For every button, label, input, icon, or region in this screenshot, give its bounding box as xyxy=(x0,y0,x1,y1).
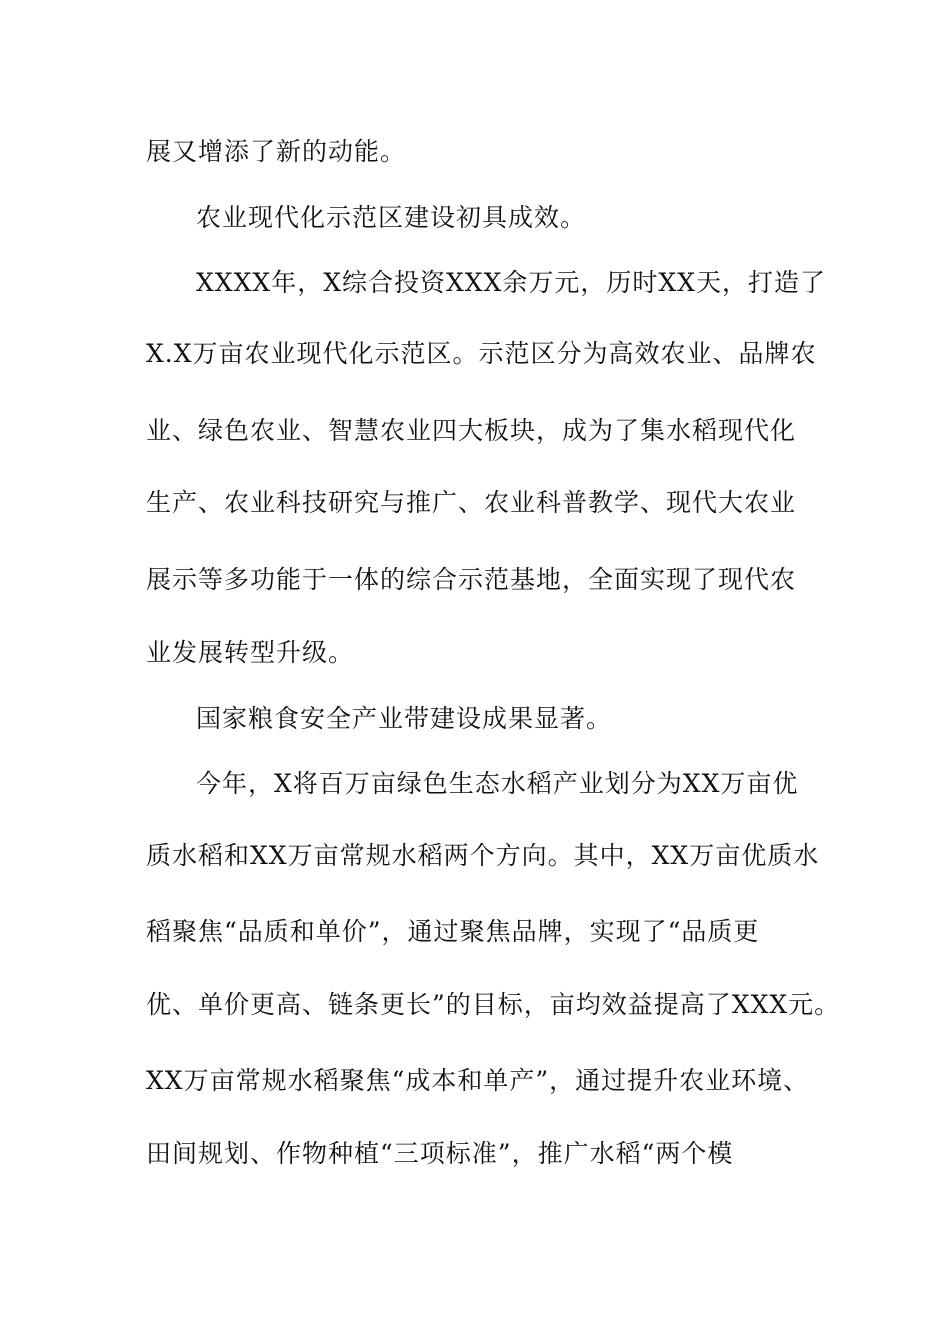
section-heading: 国家粮食安全产业带建设成果显著。 xyxy=(196,704,613,733)
text-line: XXXX年，X综合投资XXX余万元，历时XX天，打造了 xyxy=(196,268,826,297)
text-line: 优、单价更高、链条更长”的目标，亩均效益提高了XXX元。 xyxy=(146,990,841,1019)
text-line: 今年，X将百万亩绿色生态水稻产业划分为XX万亩优 xyxy=(196,769,799,798)
text-line: XX万亩常规水稻聚焦“成本和单产”，通过提升农业环境、 xyxy=(146,1066,810,1095)
text-line: 业、绿色农业、智慧农业四大板块，成为了集水稻现代化 xyxy=(146,416,797,445)
text-line: 田间规划、作物种植“三项标准”，推广水稻“两个模 xyxy=(146,1139,734,1168)
text-line: 质水稻和XX万亩常规水稻两个方向。其中，XX万亩优质水 xyxy=(146,841,820,870)
section-heading: 农业现代化示范区建设初具成效。 xyxy=(196,203,587,232)
text-line: 稻聚焦“品质和单价”，通过聚焦品牌，实现了“品质更 xyxy=(146,917,760,946)
text-line: X.X万亩农业现代化示范区。示范区分为高效农业、品牌农 xyxy=(146,339,817,368)
text-line: 生产、农业科技研究与推广、农业科普教学、现代大农业 xyxy=(146,488,797,517)
text-line: 展又增添了新的动能。 xyxy=(146,137,407,166)
text-line: 展示等多功能于一体的综合示范基地，全面实现了现代农 xyxy=(146,565,797,594)
text-line: 业发展转型升级。 xyxy=(146,638,355,667)
